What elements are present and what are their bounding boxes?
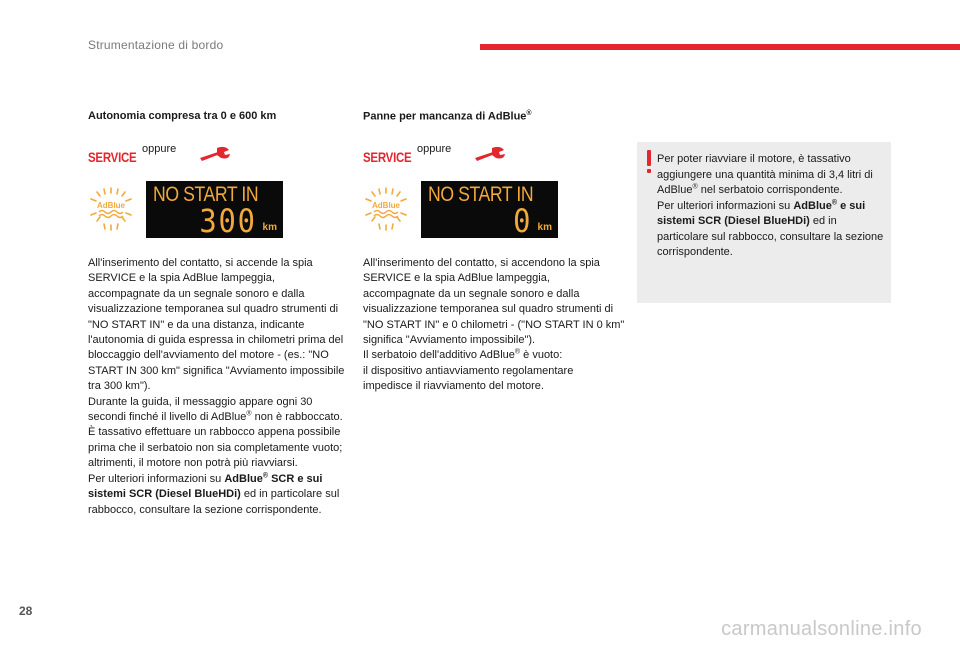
display-unit: km xyxy=(537,222,552,233)
info-box xyxy=(637,142,891,303)
middle-body-text: All'inserimento del contatto, si accendono la spia SERVICE e la spia AdBlue lampeggia, accompagnate da un segnale sonoro e dalla visualizzazione temporanea sul quadro strumenti di "NO START IN" e 0 chilometri - ("NO START IN 0 km" significa "Avviamento impossibile"). Il serbatoio dell'additivo AdBlue® è vuoto: il dispositivo antiavviamento regolamentare impedisce il riavviamento del motore. xyxy=(363,257,625,393)
left-heading: Autonomia compresa tra 0 e 600 km xyxy=(88,110,277,122)
svg-text:AdBlue: AdBlue xyxy=(97,201,125,210)
header-accent-bar xyxy=(480,44,960,50)
adblue-warning-icon xyxy=(363,186,409,232)
or-label: oppure xyxy=(142,143,177,155)
left-body-text: All'inserimento del contatto, si accende la spia SERVICE e la spia AdBlue lampeggia, accompagnate da un segnale sonoro e dalla visualizzazione temporanea sul quadro strumenti di "NO START IN" e da una distanza, indicante l'autonomia di guida espressa in chilometri prima del bloccaggio dell'avviamento del motore - (es.: "NO START IN 300 km" significa "Avviamento impossibile tra 300 km"). Durante la guida, il messaggio appare ogni 30 secondi finché il livello di AdBlue® non è rabboccato. È tassativo effettuare un rabbocco appena possibile prima che il serbatoio non sia completamente vuoto; altrimenti, il motore non potrà più riavviarsi. Per ulteriori informazioni su AdBlue® SCR e sui sistemi SCR (Diesel BlueHDi) ed in particolare sul rabbocco, consultare la sezione corrispondente. xyxy=(88,257,345,516)
or-label: oppure xyxy=(417,143,452,155)
display-distance: 0 xyxy=(512,202,532,240)
middle-heading: Panne per mancanza di AdBlue® xyxy=(363,110,532,123)
adblue-warning-icon xyxy=(88,186,134,232)
display-message: NO START IN xyxy=(153,183,259,206)
page-number: 28 xyxy=(19,604,33,618)
display-distance: 300 xyxy=(199,202,257,240)
svg-text:AdBlue: AdBlue xyxy=(372,201,400,210)
middle-service-row xyxy=(363,143,523,169)
warning-exclamation-dot xyxy=(647,169,651,173)
service-warning-lamp: SERVICE xyxy=(363,149,412,165)
service-warning-lamp: SERVICE xyxy=(88,149,137,165)
display-unit: km xyxy=(262,222,277,233)
middle-instrument-display xyxy=(421,181,558,238)
left-instrument-display xyxy=(146,181,283,238)
wrench-icon xyxy=(473,146,507,164)
page-header-title: Strumentazione di bordo xyxy=(88,38,224,52)
warning-exclamation-icon xyxy=(647,150,651,166)
info-box-text: Per poter riavviare il motore, è tassativo aggiungere una quantità minima di 3,4 litri di AdBlue® nel serbatoio corrispondente. Per ulteriori informazioni su AdBlue® e sui sistemi SCR (Diesel BlueHDi) ed in particolare sul rabbocco, consultare la sezione corrispondente. xyxy=(657,153,884,258)
watermark: carmanualsonline.info xyxy=(721,618,922,640)
left-service-row xyxy=(88,143,248,169)
display-message: NO START IN xyxy=(428,183,534,206)
wrench-icon xyxy=(198,146,232,164)
